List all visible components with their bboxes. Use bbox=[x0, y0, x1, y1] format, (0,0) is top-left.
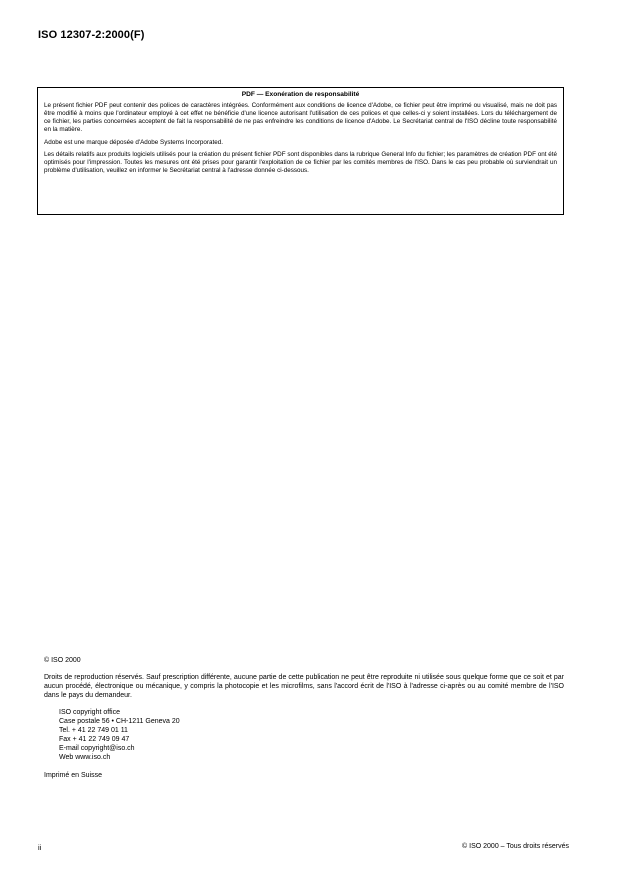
disclaimer-title: PDF — Exonération de responsabilité bbox=[241, 91, 360, 98]
disclaimer-paragraph: Adobe est une marque déposée d'Adobe Systems Incorporated. bbox=[44, 138, 224, 146]
document-reference: ISO 12307-2:2000(F) bbox=[38, 29, 145, 41]
address-line: Tel. + 41 22 749 01 11 bbox=[59, 727, 128, 734]
disclaimer-paragraph: Le présent fichier PDF peut contenir des polices de caractères intégrées. Conformément aux conditions de licence d'Adobe, ce fichier peut être imprimé ou visualisé, mais ne doit pas être modifié à moins que l'ordinateur employé à cet effet ne bénéficie d'une licence autorisant l'utilisation de ces polices et que celles-ci y soient installées. Lors du téléchargement de ce fichier, les parties concernées acceptent de fait la responsabilité de ne pas enfreindre les conditions de licence d'Adobe. Le Secrétariat central de l'ISO décline toute responsabilité en la matière. bbox=[44, 101, 557, 133]
address-line: E-mail copyright@iso.ch bbox=[59, 745, 135, 752]
disclaimer-paragraph: Les détails relatifs aux produits logiciels utilisés pour la création du présent fichier PDF sont disponibles dans la rubrique General Info du fichier; les paramètres de création PDF ont été optimisés pour l'impression. Toutes les mesures ont été prises pour garantir l'exploitation de ce fichier par les comités membres de l'ISO. Dans le cas peu probable où surviendrait un problème d'utilisation, veuillez en informer le Secrétariat central à l'adresse donnée ci-dessous. bbox=[44, 151, 557, 175]
pdf-disclaimer-box bbox=[37, 87, 564, 215]
page-number: ii bbox=[38, 843, 42, 852]
address-line: Web www.iso.ch bbox=[59, 754, 111, 761]
footer-rights: © ISO 2000 – Tous droits réservés bbox=[462, 843, 569, 850]
copyright-line: © ISO 2000 bbox=[44, 657, 81, 664]
copyright-block bbox=[44, 656, 564, 780]
address-line: ISO copyright office bbox=[59, 709, 120, 716]
address-line: Fax + 41 22 749 09 47 bbox=[59, 736, 130, 743]
iso-address bbox=[44, 708, 564, 762]
reproduction-rights-text: Droits de reproduction réservés. Sauf prescription différente, aucune partie de cette publication ne peut être reproduite ni utilisée sous quelque forme que ce soit et par aucun procédé, électronique ou mécanique, y compris la photocopie et les microfilms, sans l'accord écrit de l'ISO à l'adresse ci-après ou au comité membre de l'ISO dans le pays du demandeur. bbox=[44, 674, 564, 699]
address-line: Case postale 56 • CH-1211 Geneva 20 bbox=[59, 718, 180, 725]
printed-in-text: Imprimé en Suisse bbox=[44, 772, 102, 779]
